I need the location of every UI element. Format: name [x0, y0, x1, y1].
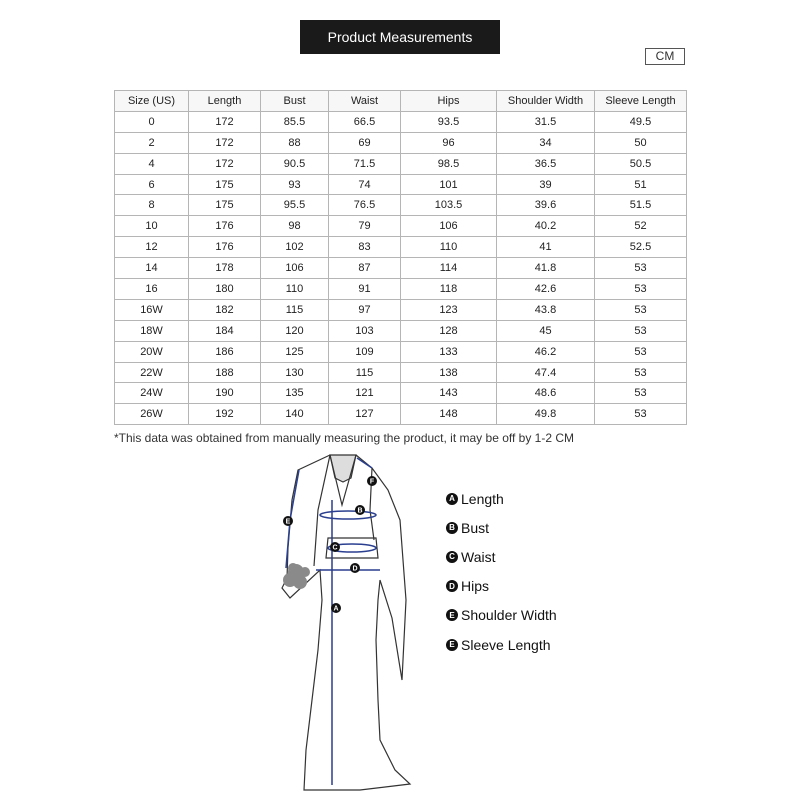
marker-b-text: B — [357, 507, 363, 515]
table-row — [115, 195, 687, 216]
table-cell: 172 — [189, 132, 261, 153]
table-cell: 50.5 — [595, 153, 687, 174]
table-cell: 47.4 — [497, 362, 595, 383]
table-cell: 190 — [189, 383, 261, 404]
legend-letter-icon: B — [446, 522, 458, 534]
table-cell: 74 — [329, 174, 401, 195]
table-cell: 4 — [115, 153, 189, 174]
table-cell: 34 — [497, 132, 595, 153]
column-header: Length — [189, 91, 261, 112]
marker-c-text: C — [332, 544, 338, 552]
legend-item — [446, 630, 557, 659]
table-cell: 2 — [115, 132, 189, 153]
legend-letter-icon: C — [446, 551, 458, 563]
table-cell: 138 — [401, 362, 497, 383]
table-row — [115, 174, 687, 195]
table-cell: 31.5 — [497, 111, 595, 132]
table-cell: 53 — [595, 258, 687, 279]
sleeve-inner-line — [314, 455, 330, 566]
table-cell: 172 — [189, 111, 261, 132]
table-row — [115, 237, 687, 258]
page-title-text: Product Measurements — [327, 29, 473, 45]
table-cell: 93 — [261, 174, 329, 195]
table-cell: 106 — [261, 258, 329, 279]
table-cell: 97 — [329, 299, 401, 320]
table-cell: 98.5 — [401, 153, 497, 174]
table-cell: 53 — [595, 362, 687, 383]
table-row — [115, 279, 687, 300]
table-cell: 20W — [115, 341, 189, 362]
measurement-footnote: *This data was obtained from manually measuring the product, it may be off by 1-2 CM — [114, 431, 575, 445]
legend-item — [446, 513, 557, 542]
legend-item — [446, 542, 557, 571]
table-cell: 103 — [329, 320, 401, 341]
table-cell: 41 — [497, 237, 595, 258]
table-row — [115, 153, 687, 174]
legend-letter-icon: E — [446, 609, 458, 621]
column-header: Size (US) — [115, 91, 189, 112]
legend-label: Waist — [461, 548, 496, 565]
table-cell: 175 — [189, 195, 261, 216]
table-cell: 0 — [115, 111, 189, 132]
legend-letter-icon: D — [446, 580, 458, 592]
table-cell: 6 — [115, 174, 189, 195]
table-cell: 40.2 — [497, 216, 595, 237]
table-cell: 120 — [261, 320, 329, 341]
table-cell: 52 — [595, 216, 687, 237]
marker-e-text: E — [285, 518, 291, 526]
table-cell: 49.5 — [595, 111, 687, 132]
table-row — [115, 111, 687, 132]
table-cell: 79 — [329, 216, 401, 237]
table-row — [115, 258, 687, 279]
table-cell: 88 — [261, 132, 329, 153]
table-cell: 110 — [401, 237, 497, 258]
table-cell: 39.6 — [497, 195, 595, 216]
legend-label: Shoulder Width — [461, 607, 557, 624]
table-row — [115, 132, 687, 153]
legend-label: Hips — [461, 578, 490, 595]
table-cell: 71.5 — [329, 153, 401, 174]
table-cell: 176 — [189, 237, 261, 258]
table-cell: 24W — [115, 383, 189, 404]
table-cell: 14 — [115, 258, 189, 279]
table-cell: 106 — [401, 216, 497, 237]
table-cell: 46.2 — [497, 341, 595, 362]
table-cell: 53 — [595, 279, 687, 300]
table-cell: 51 — [595, 174, 687, 195]
table-cell: 93.5 — [401, 111, 497, 132]
table-cell: 18W — [115, 320, 189, 341]
table-cell: 48.6 — [497, 383, 595, 404]
legend-letter-icon: E — [446, 639, 458, 651]
table-cell: 186 — [189, 341, 261, 362]
table-cell: 114 — [401, 258, 497, 279]
table-cell: 103.5 — [401, 195, 497, 216]
table-cell: 49.8 — [497, 404, 595, 425]
marker-a-text: A — [333, 605, 339, 613]
table-cell: 98 — [261, 216, 329, 237]
table-cell: 41.8 — [497, 258, 595, 279]
legend-label: Bust — [461, 519, 490, 536]
unit-badge: CM — [645, 48, 685, 65]
table-header-row — [115, 91, 687, 112]
table-cell: 125 — [261, 341, 329, 362]
table-cell: 26W — [115, 404, 189, 425]
table-cell: 22W — [115, 362, 189, 383]
table-cell: 172 — [189, 153, 261, 174]
table-cell: 135 — [261, 383, 329, 404]
table-cell: 95.5 — [261, 195, 329, 216]
table-row — [115, 362, 687, 383]
table-cell: 53 — [595, 383, 687, 404]
size-chart-table — [114, 90, 687, 425]
table-body — [115, 111, 687, 424]
table-cell: 16 — [115, 279, 189, 300]
table-cell: 51.5 — [595, 195, 687, 216]
marker-d-text: D — [352, 565, 358, 573]
table-cell: 43.8 — [497, 299, 595, 320]
table-cell: 192 — [189, 404, 261, 425]
table-cell: 66.5 — [329, 111, 401, 132]
legend-item — [446, 484, 557, 513]
table-cell: 90.5 — [261, 153, 329, 174]
table-cell: 115 — [261, 299, 329, 320]
table-cell: 83 — [329, 237, 401, 258]
table-row — [115, 216, 687, 237]
table-row — [115, 320, 687, 341]
table-cell: 85.5 — [261, 111, 329, 132]
table-cell: 8 — [115, 195, 189, 216]
table-row — [115, 341, 687, 362]
table-cell: 110 — [261, 279, 329, 300]
table-cell: 53 — [595, 404, 687, 425]
table-cell: 91 — [329, 279, 401, 300]
table-cell: 121 — [329, 383, 401, 404]
measurement-legend — [446, 484, 557, 659]
table-row — [115, 404, 687, 425]
table-row — [115, 299, 687, 320]
table-cell: 175 — [189, 174, 261, 195]
table-cell: 53 — [595, 341, 687, 362]
table-cell: 148 — [401, 404, 497, 425]
table-cell: 127 — [329, 404, 401, 425]
legend-item — [446, 601, 557, 630]
bust-measure-ellipse — [320, 511, 376, 519]
shoulder-measure-line — [357, 458, 372, 468]
table-cell: 50 — [595, 132, 687, 153]
column-header: Bust — [261, 91, 329, 112]
table-cell: 128 — [401, 320, 497, 341]
table-cell: 188 — [189, 362, 261, 383]
table-cell: 96 — [401, 132, 497, 153]
table-cell: 39 — [497, 174, 595, 195]
marker-f-text: F — [369, 478, 375, 486]
dress-diagram — [262, 448, 432, 800]
table-cell: 176 — [189, 216, 261, 237]
table-cell: 53 — [595, 299, 687, 320]
table-cell: 36.5 — [497, 153, 595, 174]
table-cell: 118 — [401, 279, 497, 300]
table-cell: 45 — [497, 320, 595, 341]
legend-label: Sleeve Length — [461, 636, 551, 653]
legend-item — [446, 572, 557, 601]
table-cell: 101 — [401, 174, 497, 195]
column-header: Waist — [329, 91, 401, 112]
table-cell: 123 — [401, 299, 497, 320]
table-cell: 16W — [115, 299, 189, 320]
table-cell: 52.5 — [595, 237, 687, 258]
table-cell: 76.5 — [329, 195, 401, 216]
table-cell: 87 — [329, 258, 401, 279]
column-header: Shoulder Width — [497, 91, 595, 112]
table-cell: 109 — [329, 341, 401, 362]
table-cell: 130 — [261, 362, 329, 383]
table-cell: 69 — [329, 132, 401, 153]
legend-letter-icon: A — [446, 493, 458, 505]
column-header: Hips — [401, 91, 497, 112]
table-cell: 12 — [115, 237, 189, 258]
table-row — [115, 383, 687, 404]
column-header: Sleeve Length — [595, 91, 687, 112]
table-cell: 133 — [401, 341, 497, 362]
table-cell: 115 — [329, 362, 401, 383]
legend-label: Length — [461, 490, 504, 507]
dress-outline — [282, 455, 410, 790]
page-title — [300, 20, 500, 54]
table-cell: 10 — [115, 216, 189, 237]
table-cell: 182 — [189, 299, 261, 320]
table-cell: 102 — [261, 237, 329, 258]
table-cell: 178 — [189, 258, 261, 279]
table-cell: 140 — [261, 404, 329, 425]
table-cell: 143 — [401, 383, 497, 404]
table-cell: 53 — [595, 320, 687, 341]
table-cell: 180 — [189, 279, 261, 300]
table-cell: 42.6 — [497, 279, 595, 300]
table-cell: 184 — [189, 320, 261, 341]
